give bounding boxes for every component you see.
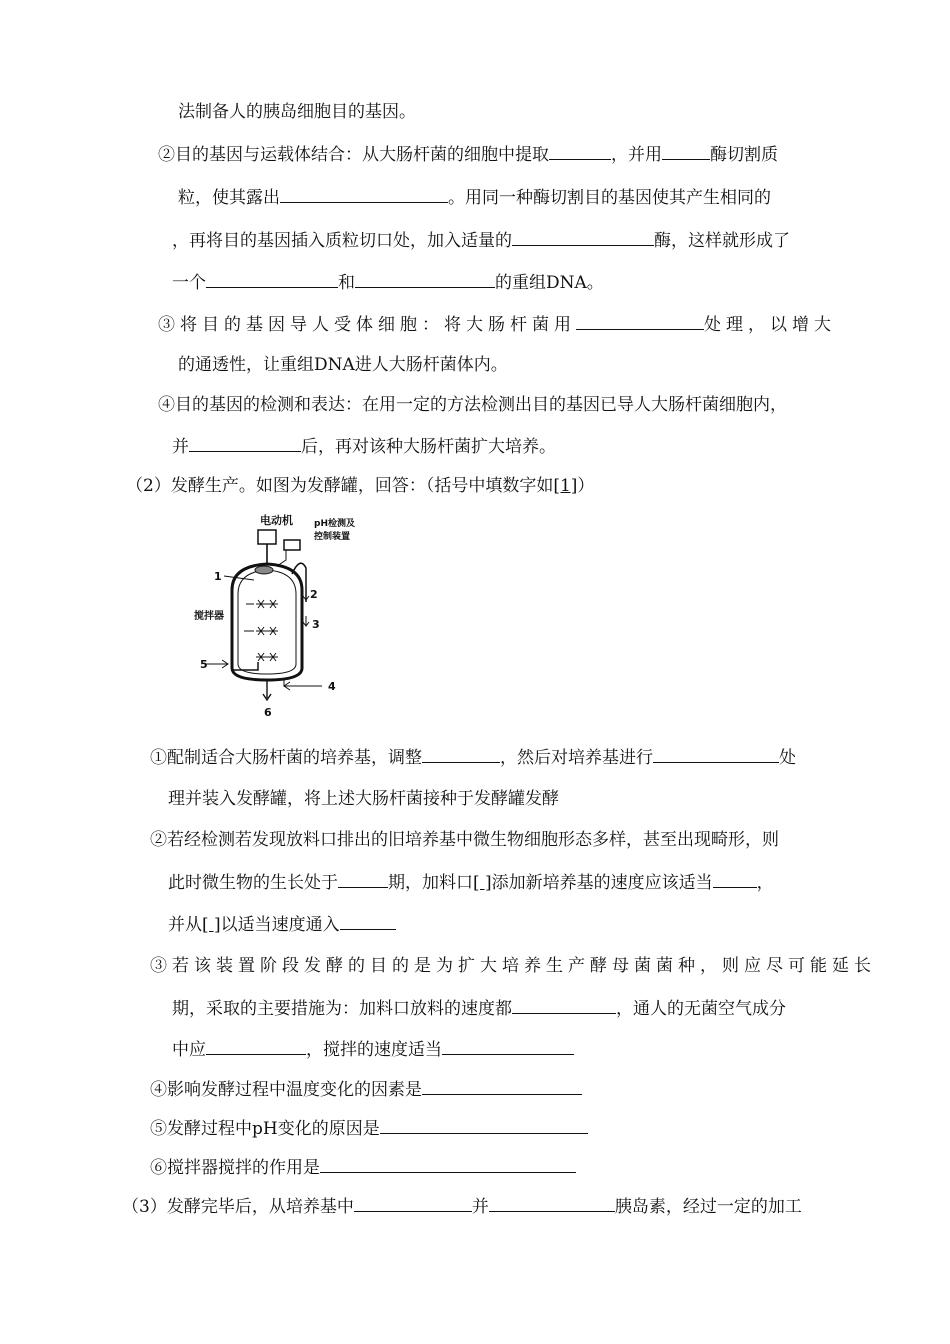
label-4: 4	[328, 680, 336, 693]
line-16: ③若该装置阶段发酵的目的是为扩大培养生产酵母菌菌种，则应尽可能延长	[150, 956, 876, 976]
answer-blank[interactable]	[653, 745, 779, 763]
answer-blank[interactable]	[549, 142, 611, 160]
answer-blank[interactable]	[320, 1155, 576, 1173]
outlet-arrow-6	[263, 680, 271, 700]
stirrer-label: 搅拌器	[194, 611, 224, 622]
answer-blank[interactable]	[662, 142, 710, 160]
label-2: 2	[310, 588, 318, 601]
fermenter-tank	[232, 564, 302, 680]
line-11: ①配制适合大肠杆菌的培养基，调整 ，然后对培养基进行 处	[150, 745, 796, 770]
answer-blank[interactable]	[512, 996, 616, 1014]
answer-blank[interactable]	[380, 1116, 588, 1134]
line-3: 粒，使其露出 。用同一种酶切割目的基因使其产生相同的	[178, 185, 771, 210]
answer-blank[interactable]	[206, 270, 338, 288]
line-4: ，再将目的基因插入质粒切口处，加入适量的 酶，这样就形成了	[172, 228, 790, 253]
motor-box	[258, 530, 276, 544]
answer-blank[interactable]	[713, 870, 757, 888]
answer-blank[interactable]	[189, 434, 301, 452]
bracket-blank[interactable]: [ ]	[202, 915, 221, 935]
answer-blank[interactable]	[340, 912, 396, 930]
answer-blank[interactable]	[489, 1194, 615, 1212]
line-12: 理并装入发酵罐，将上述大肠杆菌接种于发酵罐发酵	[168, 789, 559, 809]
label-3: 3	[312, 618, 320, 631]
answer-blank[interactable]	[338, 870, 388, 888]
line-21: ⑥搅拌器搅拌的作用是	[150, 1155, 576, 1180]
answer-blank[interactable]	[422, 745, 500, 763]
bracket-blank[interactable]: [ ]	[473, 873, 492, 893]
label-6: 6	[264, 706, 272, 719]
label-5: 5	[200, 658, 208, 671]
answer-blank[interactable]	[422, 1077, 582, 1095]
answer-blank[interactable]	[206, 1037, 306, 1055]
line-14: 此时微生物的生长处于 期，加料口[ ]添加新培养基的速度应该适当 ，	[168, 870, 774, 895]
outlet-arrow-2	[303, 590, 309, 600]
line-8: ④目的基因的检测和表达：在用一定的方法检测出目的基因已导人大肠杆菌细胞内，	[158, 395, 787, 415]
line-17: 期，采取的主要措施为：加料口放料的速度都 ，通人的无菌空气成分	[172, 996, 786, 1021]
outlet-arrow-3	[303, 616, 309, 626]
answer-blank[interactable]	[354, 1194, 472, 1212]
inlet-arrow-5	[206, 660, 228, 668]
line-13: ②若经检测若发现放料口排出的旧培养基中微生物细胞形态多样，甚至出现畸形，则	[150, 830, 779, 850]
answer-blank[interactable]	[355, 270, 495, 288]
line-15: 并从[ ]以适当速度通入	[168, 912, 396, 937]
answer-blank[interactable]	[442, 1037, 574, 1055]
line-5: 一个 和 的重组DNA。	[172, 270, 604, 295]
ph-control-label-1: pH检测及	[314, 519, 355, 529]
line-20: ⑤发酵过程中pH变化的原因是	[150, 1116, 588, 1141]
fermenter-diagram	[188, 510, 388, 726]
answer-blank[interactable]	[576, 312, 704, 330]
line-6: ③将目的基因导人受体细胞：将大肠杆菌用 处理，以增大	[158, 312, 836, 337]
ph-control-label-2: 控制装置	[314, 532, 351, 542]
inlet-arrow-4	[284, 678, 322, 690]
line-2: ②目的基因与运载体结合：从大肠杆菌的细胞中提取 ，并用 酶切割质	[158, 142, 778, 167]
motor-label: 电动机	[260, 514, 293, 527]
answer-blank[interactable]	[280, 185, 448, 203]
ph-control-box	[284, 540, 300, 550]
line-1: 法制备人的胰岛细胞目的基因。	[178, 102, 416, 122]
line-22: （3）发酵完毕后，从培养基中 并 胰岛素，经过一定的加工	[122, 1194, 802, 1219]
line-18: 中应 ，搅拌的速度适当	[172, 1037, 574, 1062]
line-19: ④影响发酵过程中温度变化的因素是	[150, 1077, 582, 1102]
feed-inlet	[255, 566, 273, 574]
line-10: （2）发酵生产。如图为发酵罐，回答：（括号中填数字如[1]）	[126, 476, 595, 496]
line-7: 的通透性，让重组DNA进人大肠杆菌体内。	[178, 355, 508, 375]
label-1: 1	[214, 570, 222, 583]
line-9: 并 后，再对该种大肠杆菌扩大培养。	[172, 434, 556, 459]
answer-blank[interactable]	[512, 228, 654, 246]
